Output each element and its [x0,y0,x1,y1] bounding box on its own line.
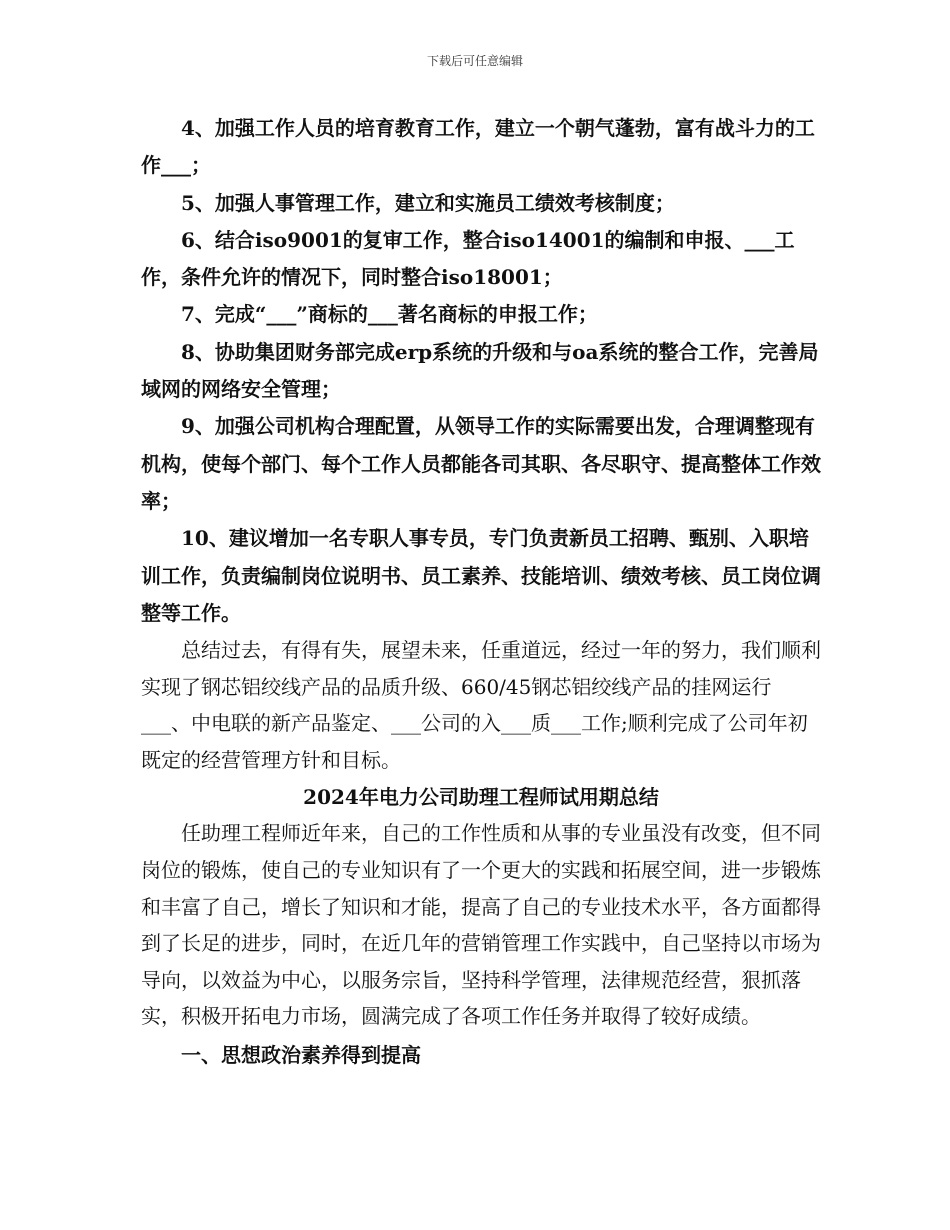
document-body [141,110,821,1074]
list-item-6: 6、结合iso9001的复审工作，整合iso14001的编制和申报、___工作，条件允许的情况下，同时整合iso18001； [141,227,795,290]
list-item-7: 7、完成“___”商标的___著名商标的申报工作； [181,302,598,327]
summary-paragraph: 总结过去，有得有失，展望未来，任重道远，经过一年的努力，我们顺利实现了钢芯铝绞线产品的品质升级、660/45钢芯铝绞线产品的挂网运行___、中电联的新产品鉴定、___公司的入___质___工作;顺利完成了公司年初既定的经营管理方针和目标。 [141,638,821,772]
document-title: 2024年电力公司助理工程师试用期总结 [303,784,659,809]
intro-paragraph: 任助理工程师近年来，自己的工作性质和从事的专业虽没有改变，但不同岗位的锻炼，使自己的专业知识有了一个更大的实践和拓展空间，进一步锻炼和丰富了自己，增长了知识和才能，提高了自己的专业技术水平，各方面都得到了长足的进步，同时，在近几年的营销管理工作实践中，自己坚持以市场为导向，以效益为中心，以服务宗旨，坚持科学管理，法律规范经营，狠抓落实，积极开拓电力市场，圆满完成了各项工作任务并取得了较好成绩。 [141,821,821,1029]
page-header: 下载后可任意编辑 [426,54,523,68]
list-item-9: 9、加强公司机构合理配置，从领导工作的实际需要出发，合理调整现有机构，使每个部门、每个工作人员都能各司其职、各尽职守、提高整体工作效率； [141,414,821,513]
list-item-5: 5、加强人事管理工作，建立和实施员工绩效考核制度； [181,190,675,215]
list-item-8: 8、协助集团财务部完成erp系统的升级和与oa系统的整合工作，完善局域网的网络安全管理； [141,339,819,402]
list-item-10: 10、建议增加一名专职人事专员，专门负责新员工招聘、甄别、入职培训工作，负责编制岗位说明书、员工素养、技能培训、绩效考核、员工岗位调整等工作。 [141,526,821,625]
section-heading: 一、思想政治素养得到提高 [181,1042,421,1067]
list-item-4: 4、加强工作人员的培育教育工作，建立一个朝气蓬勃，富有战斗力的工作___； [141,116,815,178]
